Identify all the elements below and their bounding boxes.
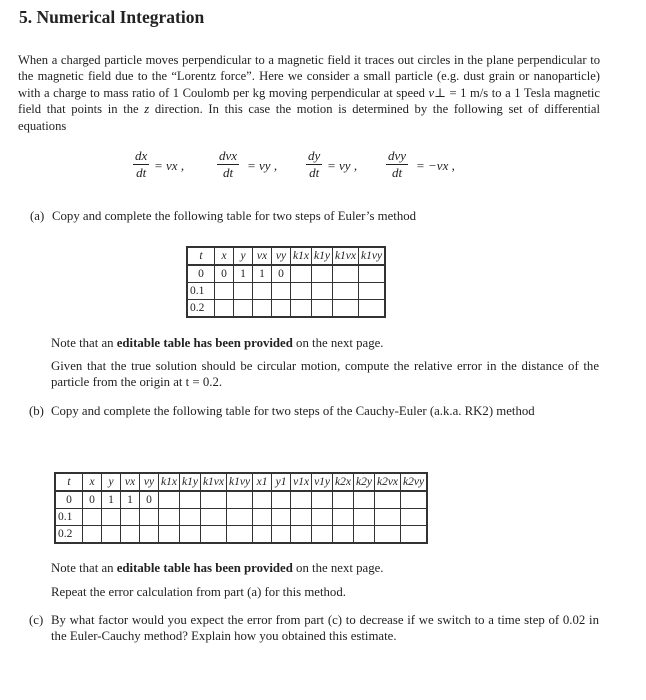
table-row bbox=[187, 300, 385, 318]
part-a-label: (a) bbox=[30, 209, 45, 223]
value-cell[interactable] bbox=[291, 509, 312, 526]
value-cell[interactable] bbox=[311, 300, 332, 318]
header-cell: k1x bbox=[291, 247, 312, 265]
table-row bbox=[55, 526, 427, 544]
value-cell[interactable] bbox=[333, 509, 354, 526]
value-cell[interactable]: 1 bbox=[121, 491, 140, 509]
part-b-label: (b) bbox=[29, 404, 44, 418]
part-b-repeat-text: Repeat the error calculation from part (a) for this method. bbox=[51, 585, 346, 599]
value-cell[interactable] bbox=[227, 509, 253, 526]
value-cell[interactable] bbox=[374, 491, 400, 509]
part-c-text: By what factor would you expect the error from part (c) to decrease if we switch to a time step of 0.02 in the Euler-Cauchy method? Explain how you obtained this estimate. bbox=[51, 613, 599, 643]
table-row bbox=[55, 509, 427, 526]
equations-row bbox=[0, 148, 646, 188]
value-cell[interactable]: 0 bbox=[272, 265, 291, 283]
part-c-label: (c) bbox=[29, 613, 44, 627]
header-cell: k1vy bbox=[359, 247, 386, 265]
value-cell[interactable]: 0 bbox=[140, 491, 159, 509]
axis-symbol: z bbox=[144, 102, 150, 117]
header-cell: k1y bbox=[311, 247, 332, 265]
value-cell[interactable] bbox=[332, 265, 358, 283]
header-cell: v1y bbox=[312, 473, 333, 491]
equation-2-denominator: dt bbox=[222, 165, 234, 180]
value-cell[interactable] bbox=[354, 491, 375, 509]
part-b-note-prefix: Note that an bbox=[51, 561, 117, 575]
value-cell[interactable] bbox=[291, 526, 312, 544]
equation-4-denominator: dt bbox=[391, 165, 403, 180]
part-b-note bbox=[51, 560, 601, 576]
header-cell: k1vx bbox=[200, 473, 226, 491]
equation-3-rhs: = vy , bbox=[327, 158, 358, 173]
value-cell[interactable] bbox=[401, 526, 428, 544]
part-a-prompt: Copy and complete the following table for two steps of Euler’s method bbox=[52, 209, 417, 223]
header-cell: vx bbox=[121, 473, 140, 491]
value-cell[interactable] bbox=[332, 283, 358, 300]
value-cell[interactable] bbox=[200, 491, 226, 509]
header-cell: y bbox=[234, 247, 253, 265]
value-cell[interactable] bbox=[272, 491, 291, 509]
part-a-error-text: Given that the true solution should be circular motion, compute the relative error in the distance of the particle from the origin at t = 0.2. bbox=[51, 359, 599, 389]
value-cell[interactable] bbox=[140, 509, 159, 526]
part-a-note-suffix: on the next page. bbox=[292, 336, 384, 350]
equation-2-rhs: = vy , bbox=[247, 158, 278, 173]
value-cell[interactable] bbox=[179, 509, 200, 526]
time-cell: 0.2 bbox=[187, 300, 215, 318]
value-cell[interactable] bbox=[333, 491, 354, 509]
value-cell[interactable] bbox=[359, 265, 386, 283]
value-cell[interactable] bbox=[200, 526, 226, 544]
time-cell: 0 bbox=[55, 491, 83, 509]
value-cell[interactable] bbox=[102, 509, 121, 526]
value-cell[interactable] bbox=[272, 300, 291, 318]
value-cell[interactable] bbox=[312, 509, 333, 526]
value-cell[interactable] bbox=[140, 526, 159, 544]
value-cell[interactable] bbox=[83, 526, 102, 544]
intro-text-3: direction. In this case the motion is determined by the following set of differential equations bbox=[18, 102, 600, 133]
value-cell[interactable] bbox=[333, 526, 354, 544]
value-cell[interactable] bbox=[179, 526, 200, 544]
header-cell: k2vy bbox=[401, 473, 428, 491]
header-cell: k1vx bbox=[332, 247, 358, 265]
value-cell[interactable]: 1 bbox=[234, 265, 253, 283]
value-cell[interactable] bbox=[102, 526, 121, 544]
header-cell: t bbox=[187, 247, 215, 265]
time-cell: 0.2 bbox=[55, 526, 83, 544]
value-cell[interactable] bbox=[159, 509, 180, 526]
header-cell: k1vy bbox=[227, 473, 253, 491]
part-a-note bbox=[51, 335, 601, 351]
value-cell[interactable] bbox=[311, 283, 332, 300]
equation-2-numerator: dvx bbox=[219, 148, 238, 163]
value-cell[interactable] bbox=[227, 491, 253, 509]
value-cell[interactable]: 0 bbox=[83, 491, 102, 509]
intro-paragraph bbox=[18, 52, 600, 134]
header-cell: vy bbox=[140, 473, 159, 491]
equation-1-rhs: = vx , bbox=[154, 158, 185, 173]
value-cell[interactable] bbox=[272, 283, 291, 300]
value-cell[interactable] bbox=[234, 283, 253, 300]
value-cell[interactable] bbox=[291, 283, 312, 300]
equation-3-fraction bbox=[306, 148, 322, 181]
header-cell: vx bbox=[253, 247, 272, 265]
value-cell[interactable] bbox=[401, 491, 428, 509]
header-cell: v1x bbox=[291, 473, 312, 491]
value-cell[interactable] bbox=[179, 491, 200, 509]
table-row bbox=[55, 491, 427, 509]
time-cell: 0.1 bbox=[187, 283, 215, 300]
value-cell[interactable] bbox=[253, 300, 272, 318]
equation-4-numerator: dvy bbox=[388, 148, 407, 163]
value-cell[interactable] bbox=[159, 526, 180, 544]
value-cell[interactable] bbox=[253, 283, 272, 300]
value-cell[interactable] bbox=[272, 509, 291, 526]
equation-3-denominator: dt bbox=[309, 165, 320, 180]
value-cell[interactable] bbox=[312, 491, 333, 509]
header-cell: k2vx bbox=[374, 473, 400, 491]
value-cell[interactable] bbox=[215, 300, 234, 318]
value-cell[interactable] bbox=[374, 509, 400, 526]
value-cell[interactable] bbox=[234, 300, 253, 318]
value-cell[interactable] bbox=[253, 509, 272, 526]
equation-2-fraction bbox=[217, 148, 239, 181]
value-cell[interactable] bbox=[227, 526, 253, 544]
header-cell: y1 bbox=[272, 473, 291, 491]
part-b-note-suffix: on the next page. bbox=[292, 561, 384, 575]
section-title: 5. Numerical Integration bbox=[19, 7, 205, 27]
value-cell[interactable] bbox=[83, 509, 102, 526]
cauchy-euler-table[interactable] bbox=[54, 472, 428, 544]
part-b-note-bold: editable table has been provided bbox=[116, 561, 293, 575]
header-cell: t bbox=[55, 473, 83, 491]
value-cell[interactable] bbox=[354, 526, 375, 544]
value-cell[interactable] bbox=[332, 300, 358, 318]
part-b-prompt: Copy and complete the following table for two steps of the Cauchy-Euler (a.k.a. RK2) method bbox=[51, 404, 535, 418]
value-cell[interactable] bbox=[253, 526, 272, 544]
value-cell[interactable] bbox=[121, 509, 140, 526]
value-cell[interactable] bbox=[374, 526, 400, 544]
value-cell[interactable] bbox=[291, 491, 312, 509]
intro-text-2: = 1 m/s to a 1 Tesla magnetic field that points in the bbox=[18, 85, 600, 117]
header-cell: y bbox=[102, 473, 121, 491]
value-cell[interactable] bbox=[401, 509, 428, 526]
value-cell[interactable]: 1 bbox=[253, 265, 272, 283]
header-cell: vy bbox=[272, 247, 291, 265]
table-row bbox=[187, 283, 385, 300]
table-row bbox=[187, 265, 385, 283]
speed-symbol: v⊥ bbox=[428, 85, 446, 100]
equation-1-numerator: dx bbox=[135, 148, 148, 163]
header-cell: k1x bbox=[159, 473, 180, 491]
header-cell: k2x bbox=[333, 473, 354, 491]
value-cell[interactable] bbox=[200, 509, 226, 526]
header-cell: x1 bbox=[253, 473, 272, 491]
value-cell[interactable] bbox=[359, 283, 386, 300]
value-cell[interactable] bbox=[291, 265, 312, 283]
value-cell[interactable] bbox=[291, 300, 312, 318]
part-a-note-bold: editable table has been provided bbox=[116, 336, 293, 350]
header-cell: x bbox=[215, 247, 234, 265]
value-cell[interactable] bbox=[311, 265, 332, 283]
equation-4-fraction bbox=[386, 148, 408, 181]
value-cell[interactable]: 1 bbox=[102, 491, 121, 509]
header-cell: k1y bbox=[179, 473, 200, 491]
value-cell[interactable] bbox=[253, 491, 272, 509]
part-a-note-prefix: Note that an bbox=[51, 336, 117, 350]
equation-1-fraction bbox=[133, 148, 149, 181]
value-cell[interactable] bbox=[215, 283, 234, 300]
equation-1-denominator: dt bbox=[136, 165, 147, 180]
equation-4-rhs: = −vx , bbox=[416, 158, 455, 173]
header-cell: x bbox=[83, 473, 102, 491]
intro-text-1: When a charged particle moves perpendicular to a magnetic field it traces out circles in the plane perpendicular to the magnetic field due to the “Lorentz force”. Here we consider a small particle (e.g. dust grain or nanoparticle) with a charge to mass ratio of 1 Coulomb per kg moving perpendicular at speed bbox=[18, 53, 600, 100]
value-cell[interactable] bbox=[272, 526, 291, 544]
value-cell[interactable] bbox=[312, 526, 333, 544]
header-cell: k2y bbox=[354, 473, 375, 491]
value-cell[interactable] bbox=[359, 300, 386, 318]
value-cell[interactable] bbox=[354, 509, 375, 526]
value-cell[interactable]: 0 bbox=[215, 265, 234, 283]
equation-3-numerator: dy bbox=[308, 148, 321, 163]
time-cell: 0.1 bbox=[55, 509, 83, 526]
value-cell[interactable] bbox=[121, 526, 140, 544]
time-cell: 0 bbox=[187, 265, 215, 283]
value-cell[interactable] bbox=[159, 491, 180, 509]
euler-table[interactable] bbox=[186, 246, 386, 318]
